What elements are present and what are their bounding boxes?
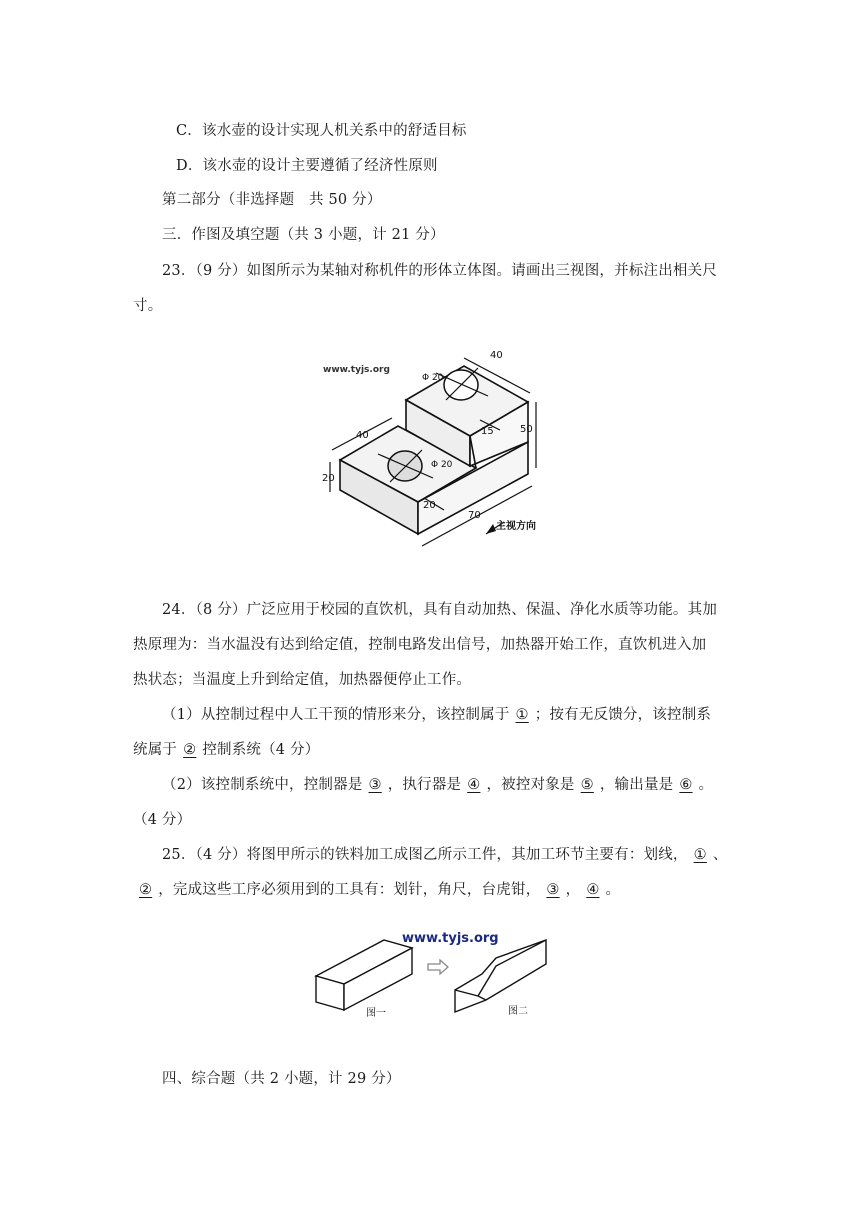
blank-25-4: ④ (586, 882, 600, 898)
q24-1-text-c: 统属于 (133, 742, 178, 758)
q24-1-text-a: （1）从控制过程中人工干预的情形来分，该控制属于 (162, 707, 510, 723)
option-d: D．该水壶的设计主要遵循了经济性原则 (176, 158, 438, 174)
question-24-line3: 热状态；当温度上升到给定值，加热器便停止工作。 (133, 672, 472, 688)
isometric-drawing (318, 338, 553, 560)
question-23-line1: 23．（9 分）如图所示为某轴对称机件的形体立体图。请画出三视图，并标注出相关尺 (162, 263, 718, 279)
blank-5: ⑤ (580, 777, 594, 793)
figure2-label2: 图二 (508, 1006, 528, 1017)
q24-2-text-a: （2）该控制系统中，控制器是 (162, 777, 363, 793)
q24-2-text-e: 。 (698, 777, 714, 793)
blank-4: ④ (467, 777, 481, 793)
direction-arrow-head (486, 524, 496, 534)
question-24-line1: 24．（8 分）广泛应用于校园的直饮机，具有自动加热、保温、净化水质等功能。其加 (162, 602, 718, 618)
question-24-part2-line1 (162, 773, 713, 794)
figure2-watermark: www.tyjs.org (402, 931, 499, 946)
figure2-label1: 图一 (366, 1008, 386, 1019)
dim-phi20-top: Φ 20 (422, 373, 444, 383)
figure-workpieces (310, 926, 555, 1026)
figure-isometric-part (318, 338, 553, 560)
part-two-heading: 第二部分（非选择题 共 50 分） (162, 192, 382, 208)
blank-2: ② (183, 742, 197, 758)
dim-40-top: 40 (490, 350, 503, 361)
q24-1-text-b: ；按有无反馈分，该控制系 (534, 707, 712, 723)
question-24-part2-line2: （4 分） (133, 812, 192, 828)
question-24-part1-line1 (162, 703, 711, 724)
question-25-line1 (162, 843, 728, 864)
dim-15: 15 (481, 426, 494, 437)
question-24-line2: 热原理为：当水温没有达到给定值，控制电路发出信号，加热器开始工作，直饮机进入加 (133, 637, 707, 653)
figure1-watermark: www.tyjs.org (323, 365, 390, 375)
blank-25-1: ① (693, 847, 707, 863)
dim-20-height: 20 (322, 473, 335, 484)
question-25-line2 (133, 878, 620, 899)
workpiece-drawing (310, 926, 555, 1026)
dim-phi20-low: Φ 20 (431, 460, 453, 470)
q24-1-text-d: 控制系统（4 分） (202, 742, 320, 758)
blank-25-2: ② (139, 882, 153, 898)
q25-text-e: 。 (605, 882, 621, 898)
view-direction-label: 主视方向 (496, 521, 536, 532)
question-23-line2: 寸。 (133, 298, 163, 314)
blank-6: ⑥ (679, 777, 693, 793)
q24-2-text-b: ，执行器是 (387, 777, 462, 793)
dim-40-left: 40 (356, 430, 369, 441)
q25-text-b: 、 (712, 847, 728, 863)
q25-text-a: 25．（4 分）将图甲所示的铁料加工成图乙所示工件，其加工环节主要有：划线， (162, 847, 688, 863)
section-three-heading: 三．作图及填空题（共 3 小题，计 21 分） (162, 227, 445, 243)
q25-text-d: ， (565, 882, 581, 898)
section-four-heading: 四、综合题（共 2 小题，计 29 分） (162, 1071, 401, 1087)
blank-25-3: ③ (546, 882, 560, 898)
q25-text-c: ，完成这些工序必须用到的工具有：划针，角尺，台虎钳， (158, 882, 541, 898)
dim-50: 50 (520, 424, 533, 435)
blank-3: ③ (368, 777, 382, 793)
option-c: C．该水壶的设计实现人机关系中的舒适目标 (176, 123, 467, 139)
blank-1: ① (515, 707, 529, 723)
dim-20-low: 20 (423, 500, 436, 511)
q24-2-text-c: ，被控对象是 (486, 777, 575, 793)
question-24-part1-line2 (133, 738, 319, 759)
dim-70: 70 (468, 510, 481, 521)
arrow-icon (428, 960, 448, 974)
q24-2-text-d: ，输出量是 (599, 777, 674, 793)
